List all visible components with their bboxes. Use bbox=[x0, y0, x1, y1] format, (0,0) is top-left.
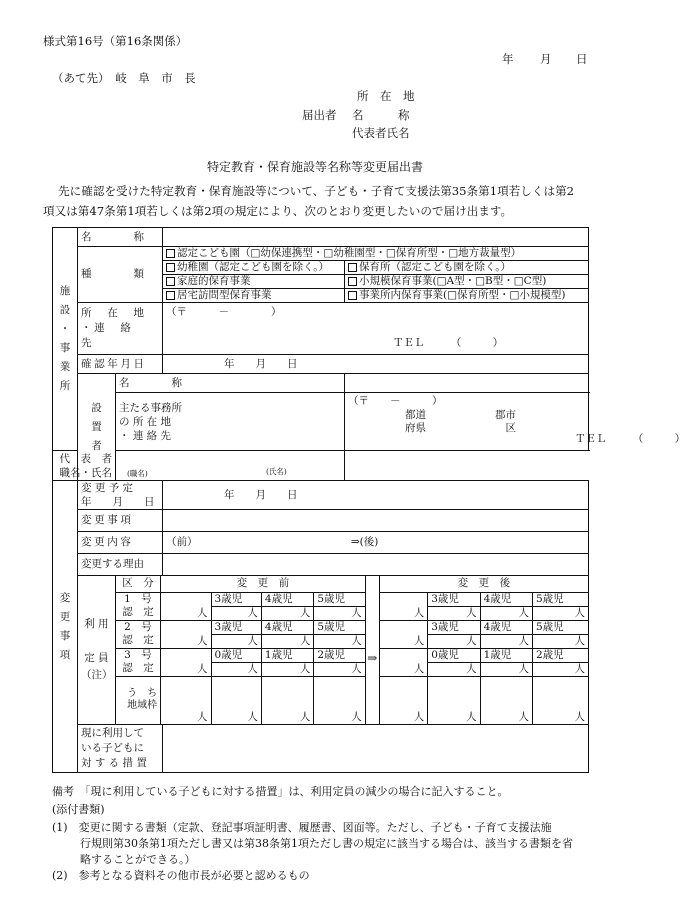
age-label: 3歳児 bbox=[428, 620, 480, 634]
change-item-label: 変更事項 bbox=[78, 510, 163, 532]
age-label: 1歳児 bbox=[480, 648, 532, 662]
capacity-block bbox=[78, 576, 589, 725]
before-total-3[interactable]: 人 bbox=[161, 648, 211, 676]
founder-address-field[interactable] bbox=[345, 393, 685, 451]
attach-item-1c: 略することができる。） bbox=[80, 853, 196, 866]
after-header: 変 更 後 bbox=[379, 576, 588, 592]
type-option-kodomoen[interactable]: 認定こども園（□幼保連携型・□幼稚園型・□保育所型・□地方裁量型） bbox=[163, 247, 589, 261]
founder-name-field[interactable] bbox=[345, 374, 589, 393]
arrow-icon: ⇒ bbox=[365, 576, 379, 724]
change-section-label: 変 更 事 項 bbox=[53, 481, 78, 773]
change-reason-label: 変更する理由 bbox=[78, 554, 163, 576]
founder-tel: ＴＥＬ （ ） bbox=[575, 433, 685, 445]
founder-name-label: 名 称 bbox=[116, 374, 345, 393]
before-cell[interactable]: 人 bbox=[314, 676, 365, 724]
measure-label: 現に利用して いる子どもに 対 す る 措 置 bbox=[78, 725, 163, 773]
facility-tel: ＴＥＬ （ ） bbox=[393, 337, 504, 349]
name-hint: (氏名) bbox=[266, 467, 287, 476]
before-header: 変 更 前 bbox=[161, 576, 366, 592]
before-cell[interactable]: 人 bbox=[314, 606, 365, 620]
age-label: 5歳児 bbox=[533, 592, 589, 606]
confirm-date-label: 確認年月日 bbox=[78, 355, 163, 374]
after-cell[interactable]: 人 bbox=[533, 676, 589, 724]
attach-heading: (添付書類) bbox=[52, 803, 105, 816]
checkbox[interactable] bbox=[166, 277, 175, 286]
type-option-katei[interactable]: 家庭的保育事業 bbox=[163, 275, 345, 289]
type-option-kyotaku[interactable]: 居宅訪問型保育事業 bbox=[163, 289, 345, 303]
founder-section-label: 設 置 者 bbox=[78, 374, 116, 481]
reporter-address-label: 所 在 地 bbox=[357, 89, 415, 103]
age-label: 3歳児 bbox=[211, 592, 261, 606]
planned-date-field[interactable]: 年 月 日 bbox=[163, 481, 589, 510]
after-total-4[interactable]: 人 bbox=[379, 676, 427, 724]
remark-note: 備考 「現に利用している子どもに対する措置」は、利用定員の減少の場合に記入すること。 bbox=[52, 785, 509, 798]
after-cell[interactable]: 人 bbox=[480, 662, 532, 676]
before-label: （前） bbox=[166, 536, 198, 548]
age-label: 0歳児 bbox=[428, 648, 480, 662]
before-cell[interactable]: 人 bbox=[211, 634, 261, 648]
facility-section-label: 施 設 ・ 事 業 所 bbox=[53, 228, 78, 451]
after-cell[interactable]: 人 bbox=[480, 676, 532, 724]
before-cell[interactable]: 人 bbox=[211, 662, 261, 676]
document-title: 特定教育・保育施設等名称等変更届出書 bbox=[206, 160, 423, 174]
checkbox[interactable] bbox=[166, 263, 175, 272]
type-option-youchien[interactable]: 幼稚園（認定こども園を除く。） bbox=[163, 261, 345, 275]
after-cell[interactable]: 人 bbox=[428, 662, 480, 676]
founder-rep-label: 代 表 者 職名・氏名 bbox=[53, 451, 116, 481]
after-total-2[interactable]: 人 bbox=[379, 620, 427, 648]
age-label: 5歳児 bbox=[314, 620, 365, 634]
reporter-name-label: 名 称 bbox=[352, 108, 410, 122]
after-cell[interactable]: 人 bbox=[480, 634, 532, 648]
checkbox[interactable] bbox=[348, 291, 357, 300]
before-total-2[interactable]: 人 bbox=[161, 620, 211, 648]
row-label-2go: 2 号 認 定 bbox=[115, 620, 160, 648]
after-cell[interactable]: 人 bbox=[480, 606, 532, 620]
founder-city: 郡市 区 bbox=[495, 409, 516, 434]
age-label: 1歳児 bbox=[261, 648, 313, 662]
after-cell[interactable]: 人 bbox=[428, 634, 480, 648]
attach-item-1b: 行規則第30条第1項ただし書又は第38条第1項ただし書の規定に該当する場合は、該当する書類を省 bbox=[80, 837, 573, 850]
age-label: 4歳児 bbox=[261, 592, 313, 606]
after-total-1[interactable]: 人 bbox=[379, 592, 427, 620]
title-hint: (職名) bbox=[127, 469, 148, 478]
after-label: ⇒(後) bbox=[350, 536, 379, 548]
age-label: 4歳児 bbox=[480, 592, 532, 606]
confirm-date-field[interactable]: 年 月 日 bbox=[163, 355, 589, 374]
age-label: 2歳児 bbox=[533, 648, 589, 662]
before-total-4[interactable]: 人 bbox=[161, 676, 211, 724]
before-cell[interactable]: 人 bbox=[261, 634, 313, 648]
age-label: 5歳児 bbox=[533, 620, 589, 634]
capacity-table bbox=[78, 576, 588, 724]
before-cell[interactable]: 人 bbox=[261, 662, 313, 676]
intro-text: 先に確認を受けた特定教育・保育施設等について、子ども・子育て支援法第35条第1項若しくは第2項又は第47条第1項若しくは第2項の規定により、次のとおり変更したいので届け出ます。 bbox=[43, 184, 575, 218]
type-option-jigyoshonai[interactable]: 事業所内保育事業(□保育所型・□小規模型) bbox=[345, 289, 589, 303]
checkbox[interactable] bbox=[166, 249, 175, 258]
after-cell[interactable]: 人 bbox=[533, 606, 589, 620]
type-option-shokibo[interactable]: 小規模保育事業(□A型・□B型・□C型) bbox=[345, 275, 589, 289]
capacity-label: 利 用 定 員 （注） bbox=[78, 576, 115, 724]
before-cell[interactable]: 人 bbox=[211, 676, 261, 724]
date-year: 年 bbox=[502, 52, 514, 66]
before-cell[interactable]: 人 bbox=[211, 606, 261, 620]
after-cell[interactable]: 人 bbox=[428, 676, 480, 724]
planned-date-label: 変 更 予 定 年 月 日 bbox=[78, 481, 163, 510]
founder-address-label: 主たる事務所 の 所 在 地 ・ 連 絡 先 bbox=[116, 393, 345, 451]
reporter-heading: 届出者 bbox=[302, 108, 337, 122]
attach-item-1a: (1) 変更に関する書類（定款、登記事項証明書、履歴書、図面等。ただし、子ども・子育て支援法施 bbox=[52, 821, 552, 834]
type-option-hoikusho[interactable]: 保育所（認定こども園を除く。） bbox=[345, 261, 589, 275]
founder-rep-field[interactable] bbox=[116, 451, 345, 481]
checkbox[interactable] bbox=[348, 263, 357, 272]
measure-field[interactable] bbox=[163, 725, 589, 773]
founder-postal: （〒 － ） bbox=[348, 395, 443, 407]
attach-item-2: (2) 参考となる資料その他市長が必要と認めるもの bbox=[52, 869, 310, 882]
date-day: 日 bbox=[576, 52, 588, 66]
checkbox[interactable] bbox=[348, 277, 357, 286]
change-content-label: 変更内容 bbox=[78, 532, 163, 554]
date-month: 月 bbox=[540, 52, 552, 66]
before-cell[interactable]: 人 bbox=[261, 606, 313, 620]
row-label-chiikiwaku: う ち 地域枠 bbox=[115, 676, 160, 724]
age-label: 3歳児 bbox=[428, 592, 480, 606]
reporter-rep-label: 代表者氏名 bbox=[352, 126, 410, 140]
facility-name-label: 名 称 bbox=[78, 228, 163, 247]
form-table bbox=[52, 227, 685, 773]
founder-pref: 都道 府県 bbox=[405, 409, 426, 434]
before-cell[interactable]: 人 bbox=[314, 634, 365, 648]
facility-address-field[interactable] bbox=[163, 303, 589, 355]
before-cell[interactable]: 人 bbox=[314, 662, 365, 676]
before-cell[interactable]: 人 bbox=[261, 676, 313, 724]
age-label: 0歳児 bbox=[211, 648, 261, 662]
addressee: （あて先） 岐 阜 市 長 bbox=[52, 71, 196, 85]
age-label: 4歳児 bbox=[261, 620, 313, 634]
row-label-1go: 1 号 認 定 bbox=[115, 592, 160, 620]
before-total-1[interactable]: 人 bbox=[161, 592, 211, 620]
age-label: 3歳児 bbox=[211, 620, 261, 634]
facility-type-label: 種 類 bbox=[78, 247, 163, 303]
change-item-field[interactable] bbox=[163, 510, 589, 532]
after-cell[interactable]: 人 bbox=[533, 662, 589, 676]
facility-postal: （〒 － ） bbox=[166, 306, 282, 318]
change-content-field[interactable] bbox=[163, 532, 589, 554]
checkbox[interactable] bbox=[166, 291, 175, 300]
facility-name-field[interactable] bbox=[163, 228, 589, 247]
row-label-3go: 3 号 認 定 bbox=[115, 648, 160, 676]
age-label: 2歳児 bbox=[314, 648, 365, 662]
after-cell[interactable]: 人 bbox=[533, 634, 589, 648]
age-label: 4歳児 bbox=[480, 620, 532, 634]
kubun-header: 区 分 bbox=[115, 576, 160, 592]
age-label: 5歳児 bbox=[314, 592, 365, 606]
form-number: 様式第16号（第16条関係） bbox=[43, 34, 188, 48]
after-total-3[interactable]: 人 bbox=[379, 648, 427, 676]
facility-address-label: 所 在 地 ・連 絡 先 bbox=[78, 303, 163, 355]
after-cell[interactable]: 人 bbox=[428, 606, 480, 620]
change-reason-field[interactable] bbox=[163, 554, 589, 576]
